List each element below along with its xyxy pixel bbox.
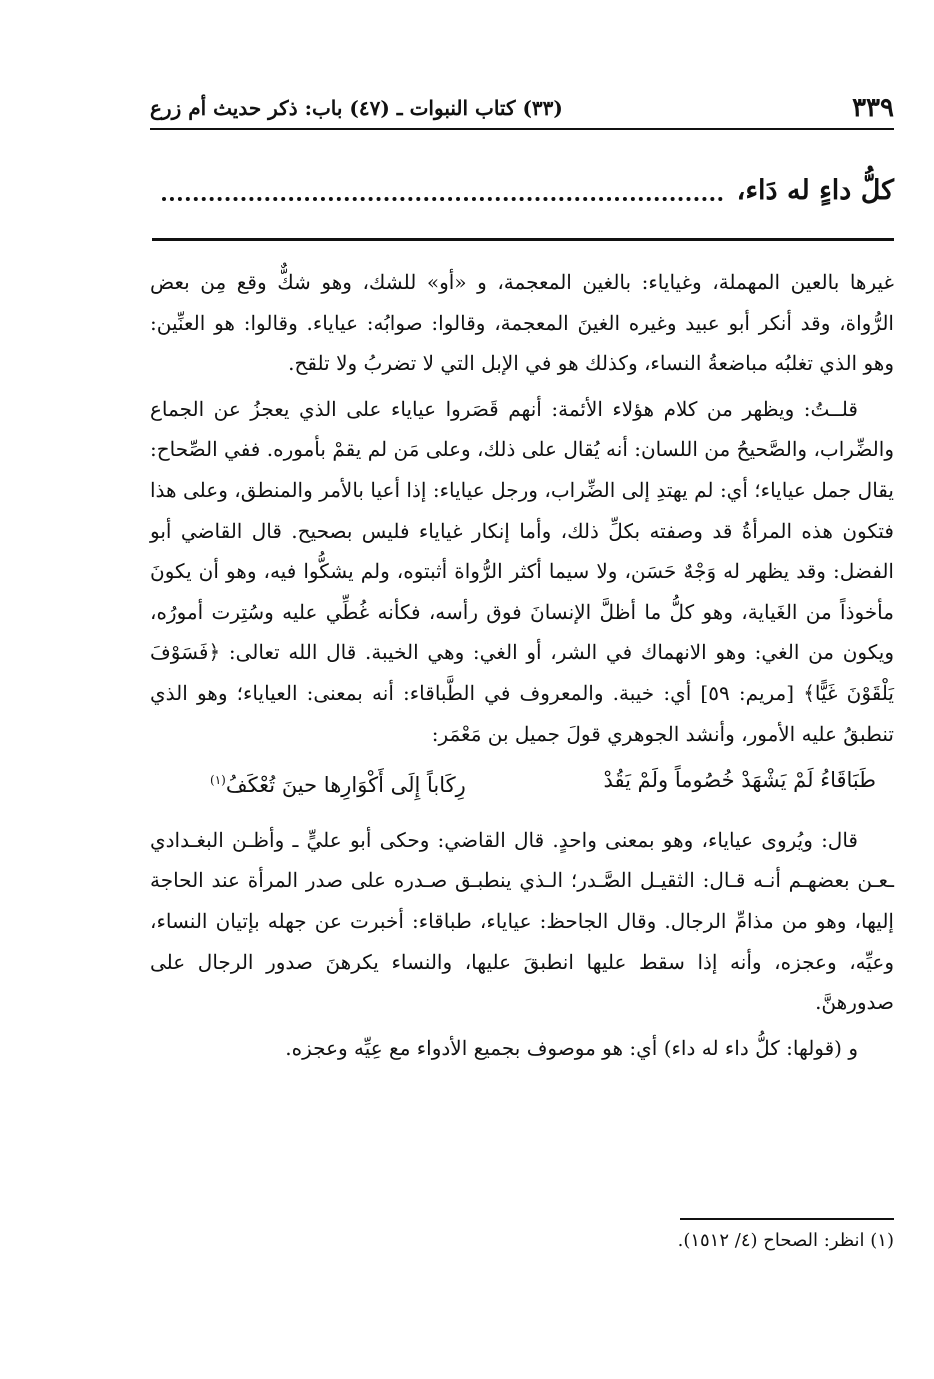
verse-hemistich-second-text: رِكَاباً إِلَى أَكْوَارِها حينَ تُعْكَفُ — [225, 773, 466, 798]
paragraph: قال: ويُروى عياياء، وهو بمعنى واحدٍ. قال القاضي: وحكى أبو عليٍّ ـ وأظـن البغـدادي ـعـن بعضهـم أنـه قـال: الثقيـل الصَّـدر؛ الـذي ينطبـق صـدره على صدر المرأة عند الحاجة إليها، وهو من مذامِّ الرجال. وقال الجاحظ: عياياء، طباقاء: أخبرت عن جهله بإتيان النساء، وعيِّه، وعجزه، وأنه إذا سقط عليها انطبقَ عليها، والنساء يكرهنَ صدور الرجال على صدورهنَّ. — [150, 827, 894, 1015]
separator-rule — [152, 238, 894, 241]
page-header — [150, 88, 894, 130]
poetry-verse — [150, 760, 894, 806]
footnote: (١) انظر: الصحاح (٤/ ١٥١٢). — [677, 1230, 894, 1251]
footnote-rule — [680, 1218, 894, 1220]
footnote-marker[interactable]: (١) — [210, 773, 226, 788]
commentary-body — [150, 262, 894, 1068]
verse-hemistich-second — [210, 760, 466, 806]
paragraph: و (قولها: كلُّ داء له داء) أي: هو موصوف بجميع الأدواء مع عِيِّه وعجزه. — [285, 1035, 858, 1060]
paragraph: غيرها بالعين المهملة، وغياياء: بالغين المعجمة، و «أو» للشك، وهو شكٌّ وقع مِن بعض الرُّواة، وقد أنكر أبو عبيد وغيره الغينَ المعجمة، وقالوا: صوابُه: عياياء. وقالوا: هو العنِّين: وهو الذي تغلبُه مباضعةُ النساء، وكذلك هو في الإبل التي لا تضربُ ولا تلقح. — [150, 270, 894, 376]
hadith-quote-line — [150, 165, 894, 215]
verse-hemistich-first: طَبَاقَاءُ لَمْ يَشْهَدْ خُصُوماً ولَمْ يَقُدْ — [603, 768, 876, 793]
hadith-quote: كلُّ داءٍ له دَاء، — [736, 174, 894, 206]
running-title: (٣٣) كتاب النبوات ـ (٤٧) باب: ذكر حديث أم زرع — [150, 96, 563, 120]
dotted-leader — [162, 179, 723, 201]
paragraph: قلــتُ: ويظهر من كلام هؤلاء الأئمة: أنهم قَصَروا عياياء على الذي يعجزُ عن الجماع والضِّراب، والصَّحيحُ من اللسان: أنه يُقال على ذلك، وعلى مَن لم يقمْ بأموره. ففي الصِّحاح: يقال جمل عياياء؛ أي: لم يهتدِ إلى الضِّراب، ورجل عياياء: إذا أعيا بالأمر والمنطق، وعلى هذا فتكون هذه المرأةُ قد وصفته بكلِّ ذلك، وأما إنكار غياياء فليس بصحيح. قال القاضي أبو الفضل: وقد يظهر له وَجْهٌ حَسَن، ولا سيما أكثر الرُّواة أثبتوه، ولم يشكُّوا فيه، وهو أن يكونَ مأخوذاً من الغَياية، وهو كلُّ ما أظلَّ الإنسانَ فوق رأسه، فكأنه غُطِّي عليه وسُتِرت أمورُه، ويكون من الغي: وهو الانهماك في الشر، أو الغي: وهي الخيبة. قال الله تعالى: ﴿فَسَوْفَ يَلْقَوْنَ غَيًّا﴾ [مريم: ٥٩] أي: خيبة. والمعروف في الطَّباقاء: أنه بمعنى: العياياء؛ وهو الذي تنطبقُ عليه الأمور، وأنشد الجوهري قولَ جميل بن مَعْمَر: — [150, 396, 894, 746]
page-number: ٣٣٩ — [852, 93, 894, 123]
